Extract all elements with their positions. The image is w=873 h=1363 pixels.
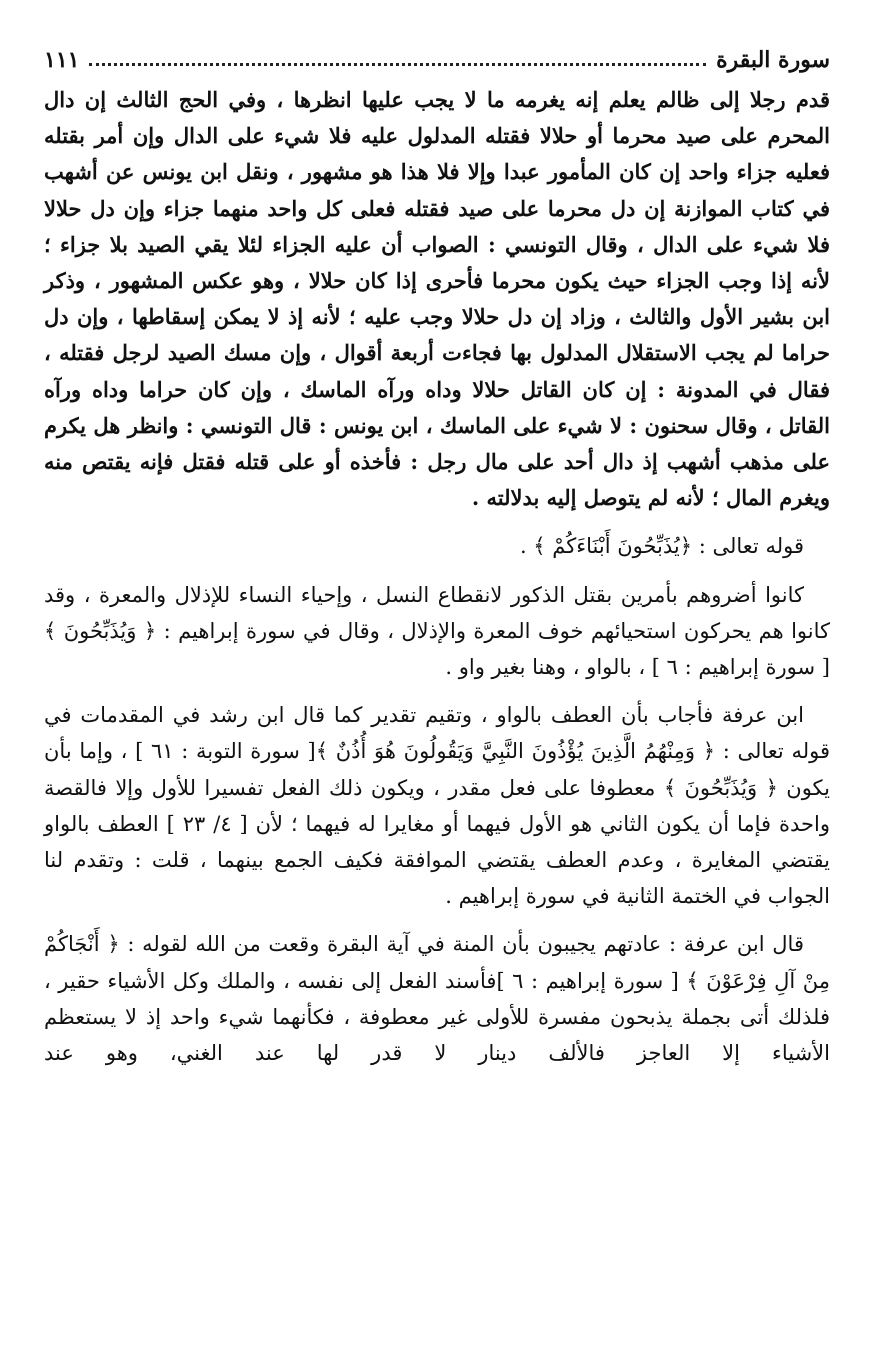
page bbox=[44, 38, 830, 1071]
spacer bbox=[44, 685, 830, 697]
spacer bbox=[44, 565, 830, 577]
spacer bbox=[44, 914, 830, 926]
paragraph-3: كانوا أضروهم بأمرين بقتل الذكور لانقطاع النسل ، وإحياء النساء للإذلال والمعرة ، وقد كانوا هم يحركون استحيائهم خوف المعرة والإذلال ، وقال في سورة إبراهيم : ﴿ وَيُذَبِّحُونَ ﴾ [ سورة إبراهيم : ٦ ] ، بالواو ، وهنا بغير واو . bbox=[44, 582, 830, 680]
spacer bbox=[44, 516, 830, 528]
paragraph-5: قال ابن عرفة : عادتهم يجيبون بأن المنة في آية البقرة وقعت من الله لقوله : ﴿ أَنْجَاكُمْ مِنْ آلِ فِرْعَوْنَ ﴾ [ سورة إبراهيم : ٦ ]فأسند الفعل إلى نفسه ، والملك وكل الأشياء حقير ، فلذلك أتى بجملة يذبحون مفسرة للأولى غير معطوفة ، فكأنهما شيء واحد إذ لا يستعظم الأشياء إلا العاجز فالألف دينار لا قدر لها عند الغني، وهو عند bbox=[44, 932, 830, 1066]
paragraph-2-verse: قوله تعالى : ﴿يُذَبِّحُونَ أَبْنَاءَكُمْ ﴾ . bbox=[519, 534, 804, 559]
paragraph-4: ابن عرفة فأجاب بأن العطف بالواو ، وتقيم تقدير كما قال ابن رشد في المقدمات في قوله تعالى : ﴿ وَمِنْهُمُ الَّذِينَ يُؤْذُونَ النَّبِيَّ وَيَقُولُونَ هُوَ أُذُنٌ ﴾[ سورة التوبة : ٦١ ] ، وإما بأن يكون ﴿ وَيُذَبِّحُونَ ﴾ معطوفا على فعل مقدر ، ويكون ذلك الفعل تفسيرا للأول وإلا فالقصة واحدة فإما أن يكون الثاني هو الأول فيهما أو مغايرا له فيهما ؛ لأن [ ٤/ ٢٣ ] العطف بالواو يقتضي المغايرة ، وعدم العطف يقتضي الموافقة فكيف الجمع بينهما ، قلت : وتقدم لنا الجواب في الختمة الثانية في سورة إبراهيم . bbox=[44, 703, 830, 909]
page-number: ١١١ bbox=[44, 47, 80, 73]
surah-title: سورة البقرة bbox=[716, 47, 830, 73]
page-header bbox=[44, 38, 830, 82]
header-dotted-rule bbox=[89, 63, 706, 66]
paragraph-1: قدم رجلا إلى ظالم يعلم إنه يغرمه ما لا يجب عليها انظرها ، وفي الحج الثالث إن دال المحرم على صيد محرما أو حلالا فقتله المدلول عليه فلا شيء على الدال وإن أمر بقتله فعليه جزاء واحد إن كان المأمور عبدا وإلا فلا هذا هو مشهور ، ونقل ابن يونس عن أشهب في كتاب الموازنة إن دل محرما على صيد فقتله فعلى كل واحد منهما جزاء وإن دل حلالا فلا شيء على الدال ، وقال التونسي : الصواب أن عليه الجزاء لئلا يقي الصيد بلا جزاء ؛ لأنه إذا وجب الجزاء حيث يكون محرما فأحرى إذا كان حلالا ، وهو عكس المشهور ، وذكر ابن بشير الأول والثالث ، وزاد إن دل حلالا وجب عليه ؛ لأنه إذ لا يمكن إسقاطها ، وإن دل حراما لم يجب الاستقلال المدلول بها فجاءت أربعة أقوال ، وإن مسك الصيد لرجل فقتله ، فقال في المدونة : إن كان القاتل حلالا وداه ورآه الماسك ، وإن كان حراما وداه ورآه القاتل ، وقال سحنون : لا شيء على الماسك ، ابن يونس : قال التونسي : وانظر هل يكرم على مذهب أشهب إذ دال أحد على مال رجل : فأخذه أو على قتله فقتل فإنه يقتص منه ويغرم المال ؛ لأنه لم يتوصل إليه بدلالته . bbox=[44, 87, 830, 511]
